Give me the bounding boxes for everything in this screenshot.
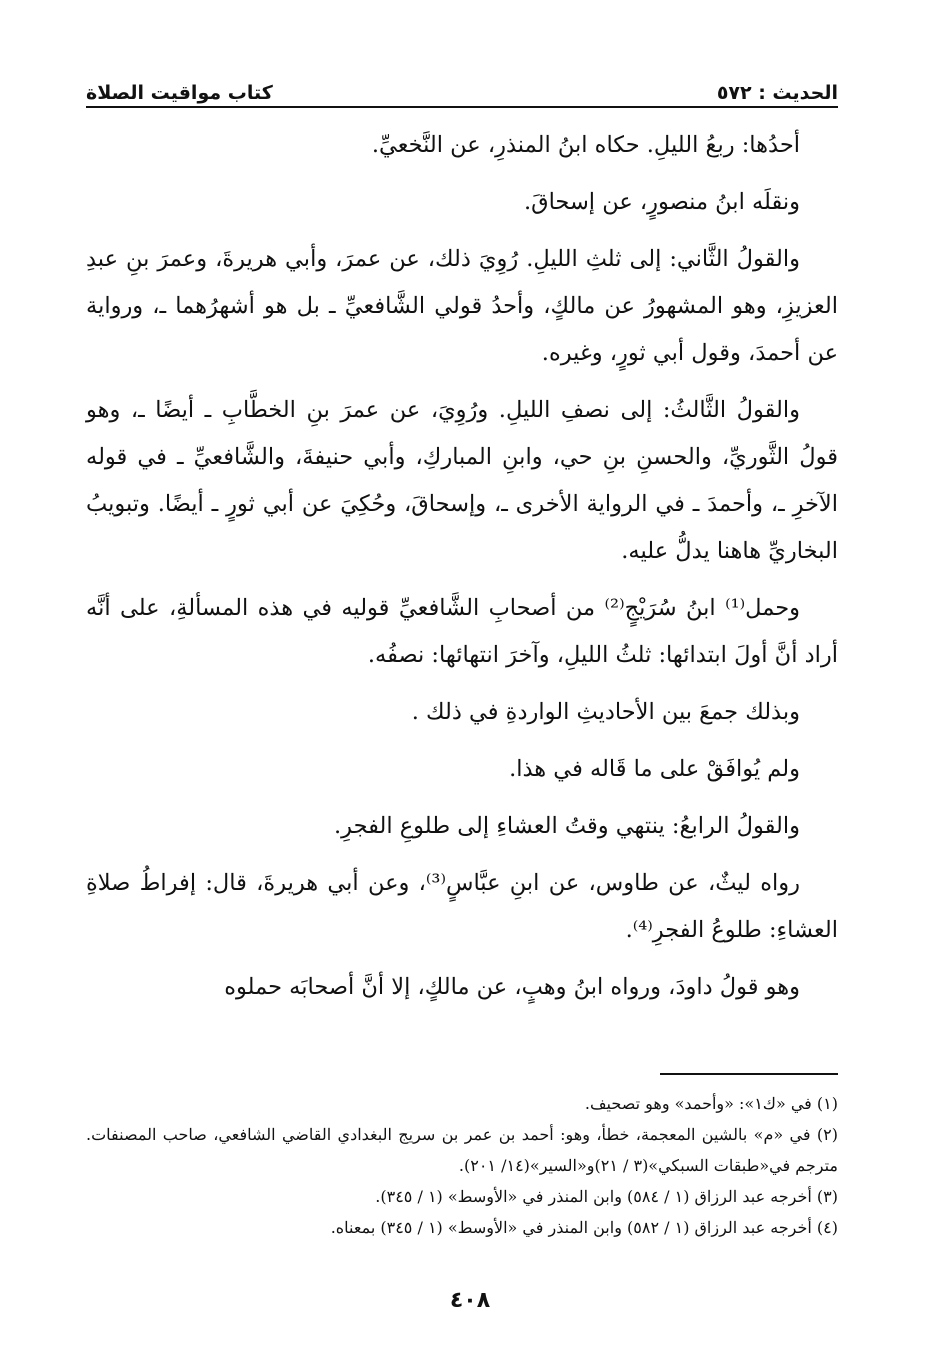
- hadith-number-label: الحديث : ٥٧٢: [716, 82, 838, 104]
- running-header: [86, 70, 838, 104]
- footnote: (٣) أخرجه عبد الرزاق (١ / ٥٨٤) وابن المنذر في «الأوسط» (١ / ٣٤٥).: [375, 1187, 838, 1206]
- paragraph: والقولُ الثَّالثُ: إلى نصفِ الليلِ. ورُوِيَ، عن عمرَ بنِ الخطَّابِ ـ أيضًا ـ، وهو قولُ الثَّوريِّ، والحسنِ بنِ حي، وابنِ المباركِ، وأبي حنيفةَ، والشَّافعيِّ ـ في قوله الآخرِ ـ، وأحمدَ ـ في الرواية الأخرى ـ، وإسحاقَ، وحُكِيَ عن أبي ثورٍ ـ أيضًا. وتبويبُ البخاريِّ هاهنا يدلُّ عليه.: [86, 397, 838, 564]
- book-title: كتاب مواقيت الصلاة: [86, 82, 273, 104]
- footnote-divider: [660, 1073, 838, 1075]
- paragraph: أحدُها: ربعُ الليلِ. حكاه ابنُ المنذرِ، عن النَّخعيِّ.: [371, 132, 800, 158]
- footnote: (١) في «ك١»: «وأحمد» وهو تصحيف.: [584, 1094, 838, 1113]
- paragraph: ولم يُوافَقْ على ما قَاله في هذا.: [509, 756, 800, 782]
- footnote: (٢) في «م» بالشين المعجمة، خطأ، وهو: أحمد بن عمر بن سريج البغدادي القاضي الشافعي، صاحب المصنفات. مترجم في«طبقات السبكي»(٣ / ٢١)و«السير»(١٤/ ٢٠١).: [86, 1125, 838, 1175]
- paragraph: وحمل⁽¹⁾ ابنُ سُرَيْجٍ⁽²⁾ من أصحابِ الشَّافعيِّ قوليه في هذه المسألةِ، على أنَّه أراد أنَّ أولَ ابتدائها: ثلثُ الليلِ، وآخرَ انتهائها: نصفُه.: [86, 595, 838, 668]
- main-text: [86, 122, 838, 1021]
- paragraph: ونقلَه ابنُ منصورٍ، عن إسحاقَ.: [523, 189, 800, 215]
- header-divider: [86, 106, 838, 108]
- paragraph: وبذلك جمعَ بين الأحاديثِ الواردةِ في ذلك .: [411, 699, 800, 725]
- footnote: (٤) أخرجه عبد الرزاق (١ / ٥٨٢) وابن المنذر في «الأوسط» (١ / ٣٤٥) بمعناه.: [330, 1218, 838, 1237]
- footnotes: [86, 1088, 838, 1243]
- paragraph: وهو قولُ داودَ، ورواه ابنُ وهبٍ، عن مالكٍ، إلا أنَّ أصحابَه حملوه: [224, 974, 800, 1000]
- page-number: ٤٠٨: [449, 1288, 491, 1313]
- paragraph: رواه ليثٌ، عن طاوس، عن ابنِ عبَّاسٍ⁽³⁾، وعن أبي هريرةَ، قال: إفراطُ صلاةِ العشاءِ: طلوعُ الفجرِ⁽⁴⁾.: [86, 870, 838, 943]
- paragraph: والقولُ الثَّاني: إلى ثلثِ الليلِ. رُوِيَ ذلك، عن عمرَ، وأبي هريرةَ، وعمرَ بنِ عبدِ العزيزِ، وهو المشهورُ عن مالكٍ، وأحدُ قولي الشَّافعيِّ ـ بل هو أشهرُهما ـ، ورواية عن أحمدَ، وقول أبي ثورٍ، وغيره.: [86, 246, 838, 366]
- paragraph: والقولُ الرابعُ: ينتهي وقتُ العشاءِ إلى طلوعِ الفجرِ.: [334, 813, 800, 839]
